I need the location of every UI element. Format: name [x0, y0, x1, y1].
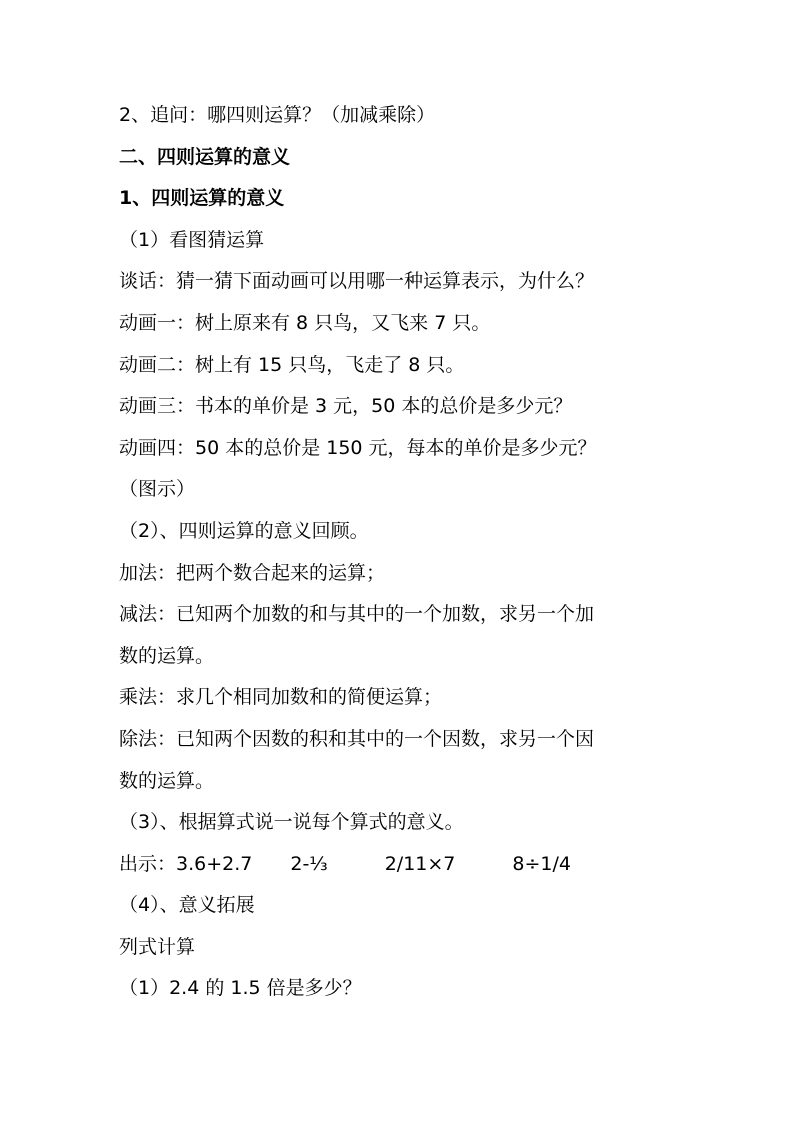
text-line: 动画二：树上有 15 只鸟，飞走了 8 只。 [119, 353, 465, 376]
section-heading: 二、四则运算的意义 [119, 145, 291, 168]
text-line: 减法：已知两个加数的和与其中的一个加数，求另一个加 [119, 603, 595, 626]
text-line: 除法：已知两个因数的积和其中的一个因数，求另一个因 [119, 727, 595, 750]
subsection-heading: 1、四则运算的意义 [119, 187, 285, 210]
text-line: （图示） [119, 478, 196, 501]
text-line: 谈话：猜一猜下面动画可以用哪一种运算表示，为什么？ [119, 270, 595, 293]
text-line: 数的运算。 [119, 769, 215, 792]
text-line: 列式计算 [119, 935, 196, 958]
text-line: 动画三：书本的单价是 3 元，50 本的总价是多少元？ [119, 395, 573, 418]
text-line: 动画四：50 本的总价是 150 元，每本的单价是多少元？ [119, 436, 597, 459]
text-line: 2、追问：哪四则运算？（加减乘除） [119, 104, 436, 126]
text-line: （2）、四则运算的意义回顾。 [119, 519, 369, 542]
text-line: 乘法：求几个相同加数和的简便运算； [119, 686, 443, 709]
text-line: （1）2.4 的 1.5 倍是多少？ [119, 977, 362, 1000]
text-line: 数的运算。 [119, 644, 215, 667]
text-line: 加法：把两个数合起来的运算； [119, 561, 386, 584]
text-line: （1）看图猜运算 [119, 228, 265, 251]
document-body [119, 95, 659, 1010]
text-line: 出示：3.6+2.7 2-⅓ 2/11×7 8÷1/4 [119, 852, 571, 875]
text-line: 动画一：树上原来有 8 只鸟，又飞来 7 只。 [119, 311, 491, 334]
text-line: （4）、意义拓展 [119, 894, 255, 917]
text-line: （3）、根据算式说一说每个算式的意义。 [119, 811, 464, 834]
